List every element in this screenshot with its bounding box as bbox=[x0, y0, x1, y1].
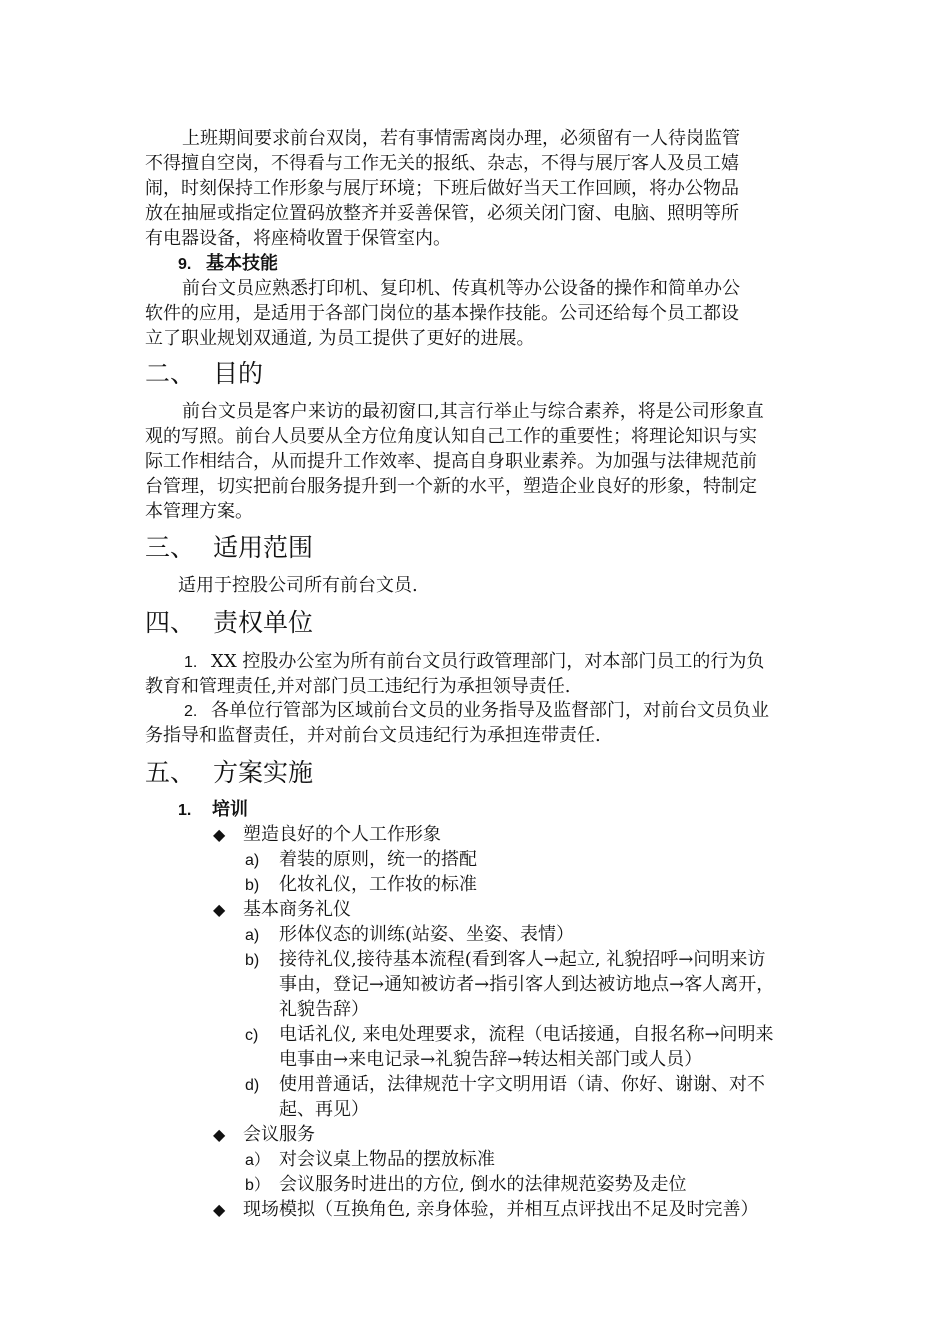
sub-item bbox=[245, 1023, 774, 1048]
sub-item bbox=[245, 1073, 765, 1098]
item-number: 2. bbox=[184, 703, 198, 720]
skill-title: 基本技能 bbox=[206, 253, 278, 274]
item-number: 1. bbox=[184, 654, 198, 671]
purpose-line: 前台文员是客户来访的最初窗口,其言行举止与综合素养，将是公司形象直 bbox=[182, 401, 764, 422]
diamond-bullet-icon: ◆ bbox=[213, 1200, 226, 1219]
bullet-text: 现场模拟（互换角色, 亲身体验，并相互点评找出不足及时完善） bbox=[243, 1199, 759, 1220]
section-title: 适用范围 bbox=[213, 533, 314, 562]
bullet-text: 会议服务 bbox=[243, 1124, 315, 1145]
sub-item-text: 电话礼仪, 来电处理要求，流程（电话接通，自报名称→问明来 bbox=[279, 1024, 774, 1045]
purpose-line: 际工作相结合，从而提升工作效率、提高自身职业素养。为加强与法律规范前 bbox=[145, 451, 757, 472]
purpose-line: 观的写照。前台人员要从全方位角度认知自己工作的重要性；将理论知识与实 bbox=[145, 426, 757, 447]
section-number: 五、 bbox=[145, 758, 196, 787]
sub-item bbox=[245, 1148, 495, 1173]
section-title: 方案实施 bbox=[213, 758, 314, 787]
scope-line: 适用于控股公司所有前台文员. bbox=[178, 575, 418, 596]
bullet-item bbox=[213, 1123, 315, 1147]
sub-item-cont: 电事由→来电记录→礼貌告辞→转达相关部门或人员） bbox=[279, 1049, 703, 1070]
section-title: 目的 bbox=[213, 359, 264, 388]
sub-item-label: a) bbox=[245, 927, 260, 944]
sub-item-label: b) bbox=[245, 877, 260, 894]
section-heading-purpose bbox=[145, 358, 263, 390]
skill-number: 9. bbox=[178, 256, 192, 273]
sub-item-text: 会议服务时进出的方位, 倒水的法律规范姿势及走位 bbox=[279, 1174, 687, 1195]
sub-item-label: a) bbox=[245, 852, 260, 869]
training-heading bbox=[178, 798, 248, 823]
sub-item-cont: 起、再见） bbox=[279, 1099, 369, 1120]
section-number: 二、 bbox=[145, 359, 196, 388]
skill-line: 软件的应用，是适用于各部门岗位的基本操作技能。公司还给每个员工都设 bbox=[145, 303, 739, 324]
sub-item-label: c) bbox=[245, 1027, 259, 1044]
sub-item-cont: 事由，登记→通知被访者→指引客人到达被访地点→客人离开， bbox=[279, 974, 775, 995]
bullet-item bbox=[213, 898, 351, 922]
section-number: 三、 bbox=[145, 533, 196, 562]
section-heading-responsibility bbox=[145, 607, 313, 639]
sub-item-text: 形体仪态的训练(站姿、坐姿、表情） bbox=[279, 924, 575, 945]
sub-item bbox=[245, 948, 765, 973]
item-text: 各单位行管部为区域前台文员的业务指导及监督部门，对前台文员负业 bbox=[211, 700, 769, 721]
sub-item-label: b) bbox=[245, 952, 260, 969]
sub-item-cont: 礼貌告辞） bbox=[279, 999, 369, 1020]
sub-item-text: 接待礼仪,接待基本流程(看到客人→起立, 礼貌招呼→问明来访 bbox=[279, 949, 766, 970]
bullet-item bbox=[213, 823, 441, 847]
section-heading-implementation bbox=[145, 757, 313, 789]
bullet-text: 基本商务礼仪 bbox=[243, 899, 351, 920]
item-text: XX 控股办公室为所有前台文员行政管理部门，对本部门员工的行为负 bbox=[211, 651, 765, 672]
sub-item-text: 使用普通话，法律规范十字文明用语（请、你好、谢谢、对不 bbox=[279, 1074, 765, 1095]
purpose-line: 本管理方案。 bbox=[145, 501, 253, 522]
intro-line: 上班期间要求前台双岗，若有事情需离岗办理，必须留有一人待岗监管 bbox=[182, 128, 740, 149]
sub-item-label: a） bbox=[245, 1152, 270, 1169]
section-heading-scope bbox=[145, 532, 313, 564]
section-number: 四、 bbox=[145, 608, 196, 637]
sub-item-text: 着装的原则，统一的搭配 bbox=[279, 849, 477, 870]
sub-item bbox=[245, 873, 477, 898]
training-title: 培训 bbox=[212, 799, 248, 820]
diamond-bullet-icon: ◆ bbox=[213, 825, 226, 844]
section-title: 责权单位 bbox=[213, 608, 314, 637]
sub-item bbox=[245, 1173, 686, 1198]
intro-line: 有电器设备，将座椅收置于保管室内。 bbox=[145, 228, 451, 249]
skill-line: 立了职业规划双通道, 为员工提供了更好的进展。 bbox=[145, 328, 535, 349]
sub-item bbox=[245, 848, 477, 873]
skill-heading bbox=[178, 252, 278, 277]
responsibility-item-cont: 务指导和监督责任，并对前台文员违纪行为承担连带责任. bbox=[145, 725, 601, 746]
sub-item-text: 对会议桌上物品的摆放标准 bbox=[279, 1149, 495, 1170]
sub-item bbox=[245, 923, 574, 948]
diamond-bullet-icon: ◆ bbox=[213, 900, 226, 919]
responsibility-item bbox=[184, 650, 764, 675]
sub-item-label: b） bbox=[245, 1177, 270, 1194]
intro-line: 放在抽屉或指定位置码放整齐并妥善保管，必须关闭门窗、电脑、照明等所 bbox=[145, 203, 739, 224]
bullet-item bbox=[213, 1198, 758, 1222]
purpose-line: 台管理，切实把前台服务提升到一个新的水平，塑造企业良好的形象，特制定 bbox=[145, 476, 757, 497]
responsibility-item bbox=[184, 699, 769, 724]
diamond-bullet-icon: ◆ bbox=[213, 1125, 226, 1144]
bullet-text: 塑造良好的个人工作形象 bbox=[243, 824, 441, 845]
skill-line: 前台文员应熟悉打印机、复印机、传真机等办公设备的操作和简单办公 bbox=[182, 278, 740, 299]
sub-item-label: d) bbox=[245, 1077, 260, 1094]
sub-item-text: 化妆礼仪，工作妆的标准 bbox=[279, 874, 477, 895]
intro-line: 不得擅自空岗，不得看与工作无关的报纸、杂志，不得与展厅客人及员工嬉 bbox=[145, 153, 739, 174]
intro-line: 闹，时刻保持工作形象与展厅环境；下班后做好当天工作回顾，将办公物品 bbox=[145, 178, 739, 199]
responsibility-item-cont: 教育和管理责任,并对部门员工违纪行为承担领导责任. bbox=[145, 676, 571, 697]
training-number: 1. bbox=[178, 802, 192, 819]
